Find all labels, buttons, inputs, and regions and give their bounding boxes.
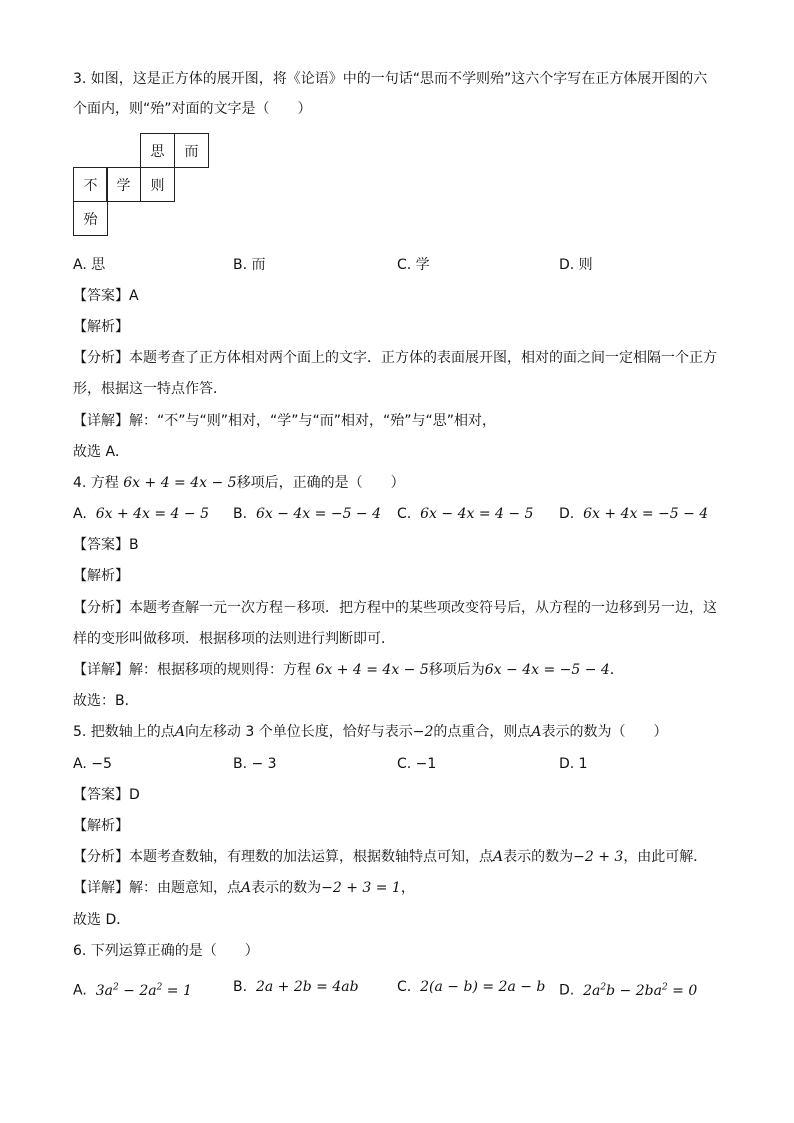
q4-option-c [397, 505, 533, 523]
q5-detail-point: A [241, 880, 252, 896]
q5-analysis-c: ，由此可解． [623, 849, 708, 865]
q5-neg2: −2 [412, 724, 434, 740]
q4-stem [73, 474, 405, 492]
q6-option-d-label: D. [559, 982, 575, 999]
q4-detail-eq2: 6x − 4x = −5 − 4 [484, 662, 610, 678]
q5-point-a-2: A [531, 724, 542, 740]
q5-option-d: D. 1 [559, 756, 588, 772]
q4-option-b-expr: 6x − 4x = −5 − 4 [255, 506, 382, 522]
q4-detail-eq1: 6x + 4 = 4x − 5 [315, 662, 429, 678]
q6-option-d [559, 978, 697, 1000]
q6-option-a-label: A. [73, 982, 87, 999]
q3-answer: 【答案】A [73, 288, 139, 304]
q6-stem: 6. 下列运算正确的是（ ） [73, 943, 259, 959]
q4-option-b-label: B. [233, 506, 248, 522]
q5-analysis [73, 848, 707, 866]
q4-option-c-label: C. [397, 506, 412, 522]
q5-stem-d: 表示的数为（ ） [541, 724, 668, 740]
q5-stem-b: 向左移动 3 个单位长度，恰好与表示 [184, 724, 413, 740]
q4-option-a-expr: 6x + 4x = 4 − 5 [95, 506, 209, 522]
q3-option-c: C. 学 [397, 257, 430, 273]
net-cell-dai: 殆 [73, 201, 108, 236]
q4-option-d [559, 505, 708, 523]
q6-option-c [397, 978, 545, 996]
q4-option-d-label: D. [559, 506, 575, 522]
q4-detail-mid: 移项后为 [428, 662, 485, 678]
q3-choice: 故选 A． [73, 444, 130, 460]
q4-option-c-expr: 6x − 4x = 4 − 5 [420, 506, 534, 522]
q5-point-a-1: A [174, 724, 185, 740]
q5-stem [73, 723, 668, 741]
q3-analysis-line1: 【分析】本题考查了正方体相对两个面上的文字．正方体的表面展开图，相对的面之间一定相隔一个正方 [73, 350, 717, 366]
q5-detail-c: ， [400, 880, 415, 896]
q3-detail: 【详解】解：“不”与“则”相对，“学”与“而”相对，“殆”与“思”相对， [73, 413, 497, 429]
q4-detail-end: ． [609, 662, 624, 678]
q5-stem-c: 的点重合，则点 [433, 724, 532, 740]
q5-detail-a: 【详解】解：由题意知，点 [73, 880, 241, 896]
q3-jiexi: 【解析】 [73, 319, 129, 335]
q6-option-a [73, 978, 192, 1000]
q6-option-b [233, 978, 359, 996]
q5-option-a: A. −5 [73, 756, 112, 772]
q3-option-a: A. 思 [73, 257, 106, 273]
q5-option-c: C. −1 [397, 756, 437, 772]
q4-choice: 故选：B． [73, 693, 139, 709]
q5-analysis-point: A [493, 849, 504, 865]
q5-detail-expr: −2 + 3 = 1 [321, 880, 401, 896]
q4-detail [73, 661, 624, 679]
q4-jiexi: 【解析】 [73, 568, 129, 584]
q5-analysis-b: 表示的数为 [503, 849, 574, 865]
q4-option-a [73, 505, 209, 523]
q4-answer: 【答案】B [73, 537, 139, 553]
q4-analysis-line1: 【分析】本题考查解一元一次方程－移项．把方程中的某些项改变符号后，从方程的一边移到另一边，这 [73, 600, 717, 616]
q5-detail-b: 表示的数为 [251, 880, 322, 896]
net-cell-si: 思 [140, 133, 175, 168]
net-cell-er: 而 [174, 133, 209, 168]
net-cell-bu: 不 [73, 167, 108, 202]
q6-option-a-expr: $3a^2 - 2a^2 = 1$ [95, 982, 192, 999]
q4-option-b [233, 505, 381, 523]
q5-option-b: B. − 3 [233, 756, 277, 772]
q3-stem-line2: 个面内，则“殆”对面的文字是（ ） [73, 101, 312, 117]
q6-option-d-expr: $2a^2b - 2ba^2 = 0$ [583, 982, 698, 999]
q5-analysis-a: 【分析】本题考查数轴，有理数的加法运算，根据数轴特点可知，点 [73, 849, 493, 865]
q6-option-c-label: C. [397, 979, 412, 995]
q5-stem-a: 5. 把数轴上的点 [73, 724, 175, 740]
q4-option-a-label: A. [73, 506, 87, 522]
q3-option-d: D. 则 [559, 257, 593, 273]
q4-detail-prefix: 【详解】解：根据移项的规则得：方程 [73, 662, 316, 678]
q6-option-b-expr: 2a + 2b = 4ab [255, 979, 359, 995]
q4-stem-suffix: 移项后，正确的是（ ） [236, 475, 405, 491]
q3-analysis-line2: 形，根据这一特点作答． [73, 381, 227, 397]
q4-stem-equation: 6x + 4 = 4x − 5 [123, 475, 237, 491]
q5-answer: 【答案】D [73, 787, 140, 803]
q5-detail [73, 879, 415, 897]
q3-stem-line1: 3. 如图，这是正方体的展开图，将《论语》中的一句话“思而不学则殆”这六个字写在正方体展开图的六 [73, 71, 708, 87]
q6-option-c-expr: 2(a − b) = 2a − b [420, 979, 546, 995]
q4-analysis-line2: 样的变形叫做移项．根据移项的法则进行判断即可． [73, 631, 395, 647]
q5-jiexi: 【解析】 [73, 818, 129, 834]
cube-net [73, 133, 213, 237]
net-cell-xue: 学 [106, 167, 141, 202]
q5-choice: 故选 D． [73, 912, 131, 928]
q5-analysis-expr: −2 + 3 [573, 849, 624, 865]
q4-stem-prefix: 4. 方程 [73, 475, 124, 491]
q3-option-b: B. 而 [233, 257, 266, 273]
net-cell-ze: 则 [140, 167, 175, 202]
q6-option-b-label: B. [233, 979, 248, 995]
q4-option-d-expr: 6x + 4x = −5 − 4 [583, 506, 709, 522]
